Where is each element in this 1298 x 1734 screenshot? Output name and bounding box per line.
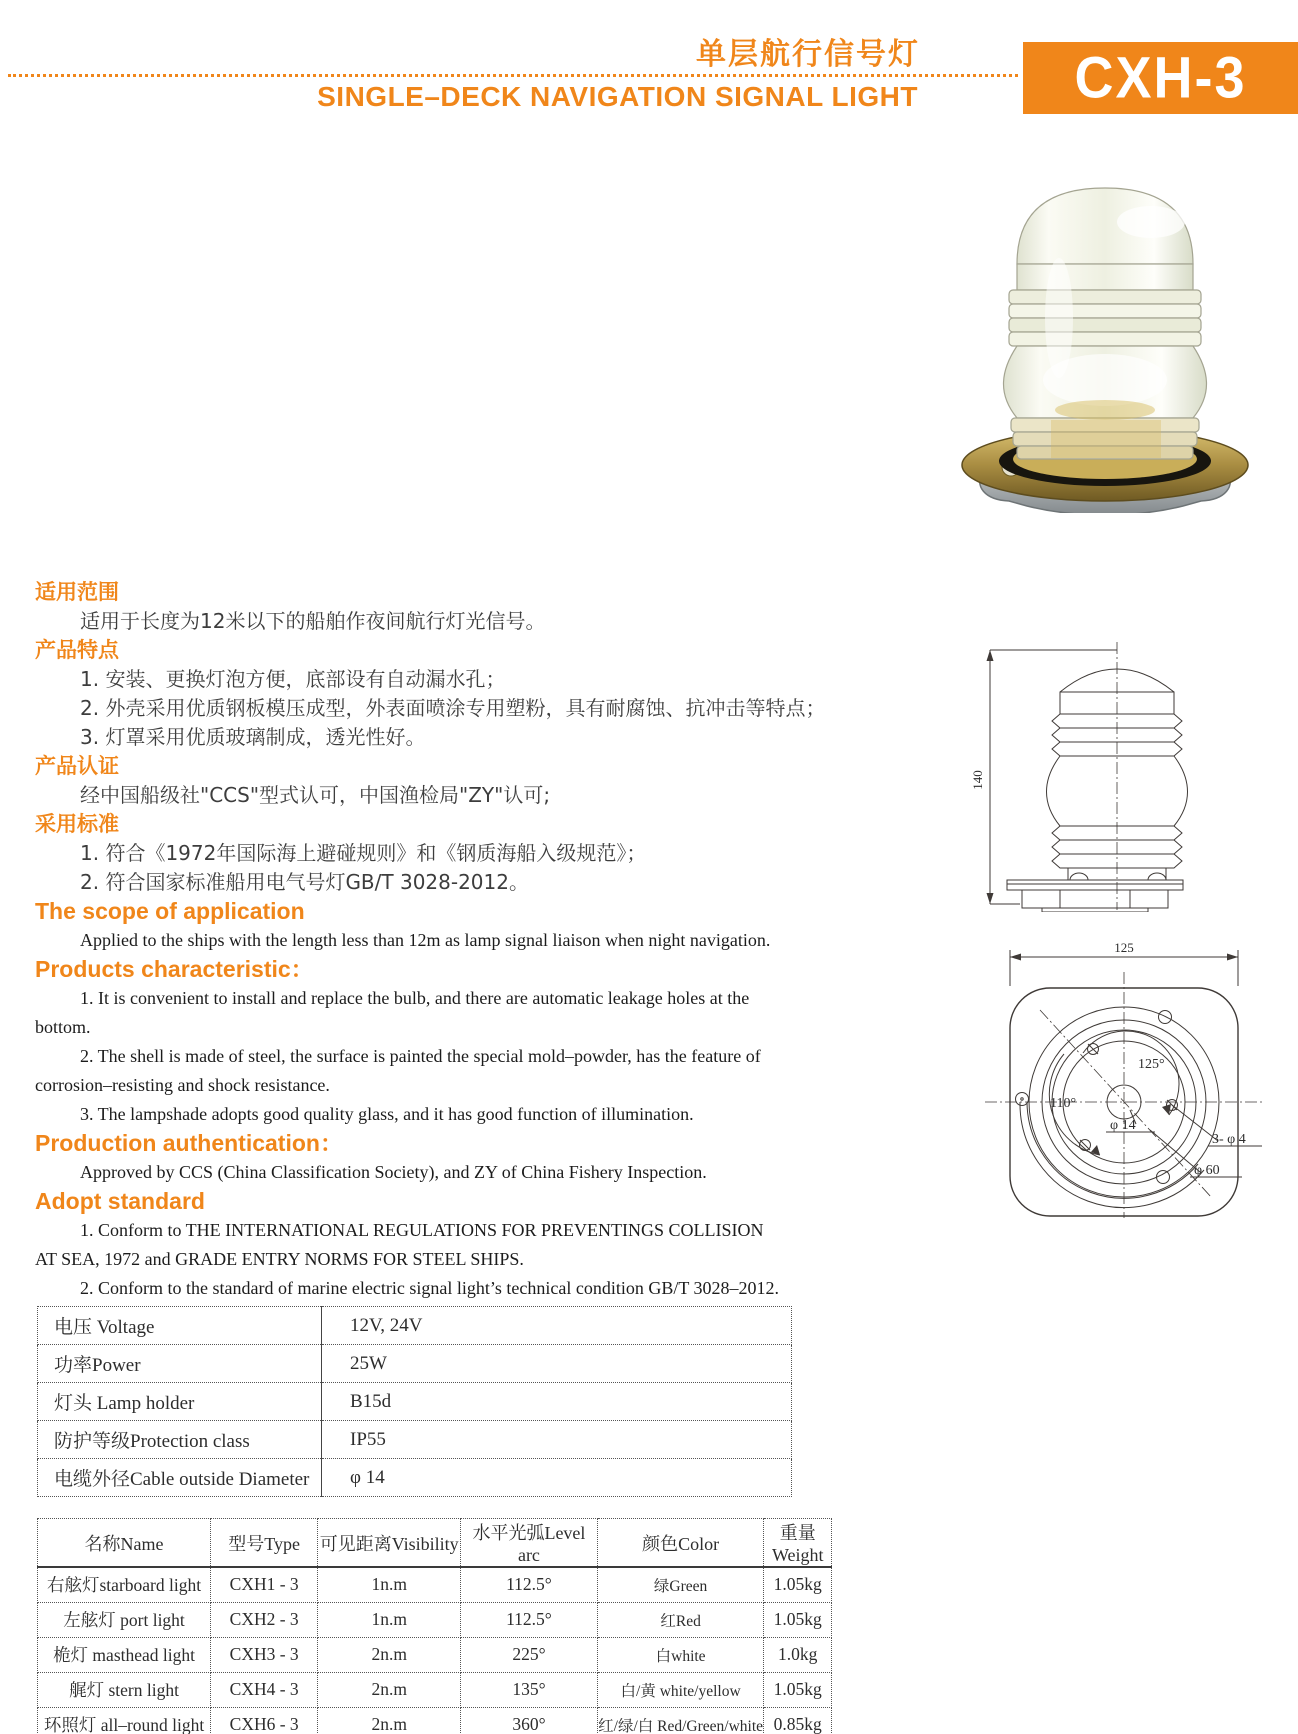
- list-item: 2. 外壳采用优质钢板模压成型，外表面喷涂专用塑粉，具有耐腐蚀、抗冲击等特点；: [80, 696, 826, 720]
- section-heading-certification-cn: 产品认证: [35, 754, 119, 778]
- cell: 桅灯 masthead light: [38, 1637, 211, 1672]
- section-heading-characteristic-en: Products characteristic：: [35, 956, 314, 982]
- cell: CXH6 - 3: [211, 1707, 318, 1734]
- cell: 225°: [461, 1637, 598, 1672]
- column-header: 型号Type: [211, 1519, 318, 1568]
- cell: 左舷灯 port light: [38, 1602, 211, 1637]
- mount-holes-label: 3- φ 4: [1212, 1132, 1246, 1147]
- spec-value: IP55: [322, 1421, 792, 1459]
- spec-label: 电压 Voltage: [38, 1307, 322, 1345]
- cell: 右舷灯starboard light: [38, 1567, 211, 1602]
- section-heading-authentication-en: Production authentication：: [35, 1130, 343, 1156]
- list-item-continuation: corrosion–resisting and shock resistance.: [35, 1075, 330, 1095]
- spec-table: [37, 1306, 792, 1497]
- column-header: 水平光弧Level arc: [461, 1519, 598, 1568]
- cell: 1n.m: [318, 1602, 461, 1637]
- list-item-continuation: AT SEA, 1972 and GRADE ENTRY NORMS FOR STEEL SHIPS.: [35, 1249, 524, 1269]
- beam-angle-label: 110°: [1050, 1096, 1077, 1111]
- section-heading-scope-cn: 适用范围: [35, 580, 119, 604]
- cell: 白white: [597, 1637, 764, 1672]
- table-row: [38, 1567, 832, 1602]
- list-item: 2. Conform to the standard of marine electric signal light’s technical condition GB/T 3028–2012.: [80, 1278, 780, 1298]
- cell: CXH2 - 3: [211, 1602, 318, 1637]
- top-view-drawing: [950, 940, 1280, 1220]
- dotted-rule: [8, 74, 1018, 77]
- cell: 1.05kg: [764, 1672, 832, 1707]
- column-header: 可见距离Visibility: [318, 1519, 461, 1568]
- table-row: [38, 1421, 792, 1459]
- cell: 艉灯 stern light: [38, 1672, 211, 1707]
- cell: 0.85kg: [764, 1707, 832, 1734]
- list-item: 1. 安装、更换灯泡方便，底部设有自动漏水孔；: [80, 667, 506, 691]
- cell: 红Red: [597, 1602, 764, 1637]
- table-row: [38, 1707, 832, 1734]
- column-header: 颜色Color: [597, 1519, 764, 1568]
- table-header-row: [38, 1519, 832, 1568]
- cell: 112.5°: [461, 1567, 598, 1602]
- section-heading-scope-en: The scope of application: [35, 898, 305, 924]
- cell: 1n.m: [318, 1567, 461, 1602]
- list-item: 1. It is convenient to install and replace the bulb, and there are automatic leakage holes at the: [80, 988, 750, 1008]
- cell: 环照灯 all–round light: [38, 1707, 211, 1734]
- list-item-continuation: bottom.: [35, 1017, 91, 1037]
- cell: 360°: [461, 1707, 598, 1734]
- cell: 绿Green: [597, 1567, 764, 1602]
- column-header: 重量Weight: [764, 1519, 832, 1568]
- table-row: [38, 1307, 792, 1345]
- model-badge: [1023, 42, 1298, 114]
- arc-angle-label: 125°: [1138, 1057, 1165, 1072]
- paragraph: 经中国船级社"CCS"型式认可，中国渔检局"ZY"认可;: [80, 783, 551, 807]
- cell: 1.0kg: [764, 1637, 832, 1672]
- paragraph: 适用于长度为12米以下的船舶作夜间航行灯光信号。: [80, 609, 546, 633]
- spec-value: 25W: [322, 1345, 792, 1383]
- section-heading-adopt-standard-en: Adopt standard: [35, 1188, 205, 1214]
- cell: 135°: [461, 1672, 598, 1707]
- side-view-drawing: [960, 640, 1230, 912]
- table-row: [38, 1672, 832, 1707]
- cell: CXH4 - 3: [211, 1672, 318, 1707]
- table-row: [38, 1383, 792, 1421]
- cell: CXH1 - 3: [211, 1567, 318, 1602]
- list-item: 2. 符合国家标准船用电气号灯GB/T 3028-2012。: [80, 870, 529, 894]
- cell: 红/绿/白 Red/Green/white: [597, 1707, 764, 1734]
- table-row: [38, 1459, 792, 1497]
- table-row: [38, 1602, 832, 1637]
- cell: 112.5°: [461, 1602, 598, 1637]
- body-text: [35, 578, 950, 1303]
- spec-value: 12V, 24V: [322, 1307, 792, 1345]
- list-item: 1. Conform to THE INTERNATIONAL REGULATIONS FOR PREVENTINGS COLLISION: [80, 1220, 764, 1240]
- cell: 2n.m: [318, 1672, 461, 1707]
- list-item: 3. 灯罩采用优质玻璃制成，透光性好。: [80, 725, 426, 749]
- cell: 2n.m: [318, 1707, 461, 1734]
- cell: 2n.m: [318, 1637, 461, 1672]
- cell: 1.05kg: [764, 1567, 832, 1602]
- bolt-circle-label: φ 60: [1194, 1163, 1220, 1178]
- spec-label: 功率Power: [38, 1345, 322, 1383]
- list-item: 3. The lampshade adopts good quality glass, and it has good function of illumination.: [80, 1104, 694, 1124]
- spec-label: 灯头 Lamp holder: [38, 1383, 322, 1421]
- center-hole-label: φ 14: [1110, 1118, 1136, 1133]
- cell: CXH3 - 3: [211, 1637, 318, 1672]
- paragraph: Approved by CCS (China Classification Society), and ZY of China Fishery Inspection.: [80, 1162, 707, 1182]
- table-row: [38, 1637, 832, 1672]
- dim-height-label: 140: [970, 770, 985, 790]
- section-heading-features-cn: 产品特点: [35, 638, 119, 662]
- list-item: 2. The shell is made of steel, the surface is painted the special mold–powder, has the feature of: [80, 1046, 761, 1066]
- models-table: [37, 1518, 832, 1734]
- cell: 白/黄 white/yellow: [597, 1672, 764, 1707]
- cell: 1.05kg: [764, 1602, 832, 1637]
- spec-label: 防护等级Protection class: [38, 1421, 322, 1459]
- column-header: 名称Name: [38, 1519, 211, 1568]
- list-item: 1. 符合《1972年国际海上避碰规则》和《钢质海船入级规范》；: [80, 841, 647, 865]
- spec-label: 电缆外径Cable outside Diameter: [38, 1459, 322, 1497]
- product-photo: [955, 168, 1255, 513]
- model-number: CXH-3: [1074, 45, 1247, 111]
- section-heading-standards-cn: 采用标准: [35, 812, 119, 836]
- page-title-chinese: 单层航行信号灯: [696, 37, 920, 72]
- table-row: [38, 1345, 792, 1383]
- dim-width-label: 125: [1114, 940, 1134, 955]
- spec-value: φ 14: [322, 1459, 792, 1497]
- page-title-english: SINGLE–DECK NAVIGATION SIGNAL LIGHT: [317, 81, 918, 112]
- paragraph: Applied to the ships with the length less than 12m as lamp signal liaison when night navigation.: [80, 930, 771, 950]
- spec-value: B15d: [322, 1383, 792, 1421]
